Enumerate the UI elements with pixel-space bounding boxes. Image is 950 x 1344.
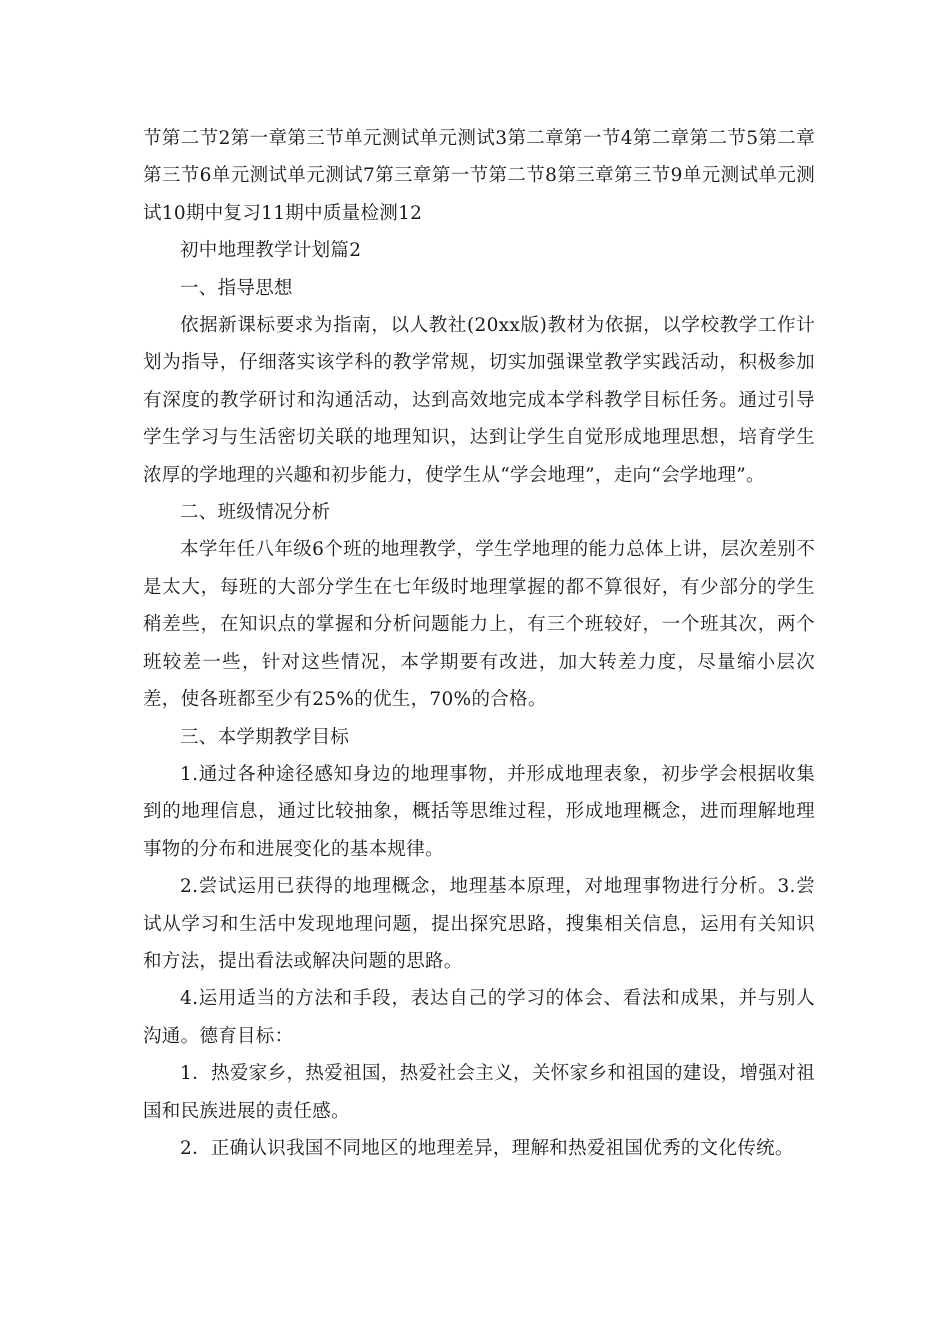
document-page	[143, 120, 815, 1167]
section-class-analysis-heading: 二、班级情况分析	[180, 502, 331, 524]
moral-goal-1: 1．热爱家乡，热爱祖国，热爱社会主义，关怀家乡和祖国的建设，增强对祖国和民族进展的责任感。	[143, 1063, 815, 1122]
section-goals-heading: 三、本学期教学目标	[180, 726, 350, 748]
section-class-analysis-body: 本学年任八年级6个班的地理教学，学生学地理的能力总体上讲，层次差别不是太大，每班的大部分学生在七年级时地理掌握的都不算很好，有少部分的学生稍差些，在知识点的掌握和分析问题能力上，有三个班较好，一个班其次，两个班较差一些，针对这些情况，本学期要有改进，加大转差力度，尽量缩小层次差，使各班都至少有25%的优生，70%的合格。	[143, 539, 815, 711]
section-guiding-thought-heading: 一、指导思想	[180, 277, 293, 299]
section-guiding-thought-body: 依据新课标要求为指南，以人教社(20xx版)教材为依据，以学校教学工作计划为指导，仔细落实该学科的教学常规，切实加强课堂教学实践活动，积极参加有深度的教学研讨和沟通活动，达到高效地完成本学科教学目标任务。通过引导学生学习与生活密切关联的地理知识，达到让学生自觉形成地理思想，培育学生浓厚的学地理的兴趣和初步能力，使学生从“学会地理”，走向“会学地理”。	[143, 315, 815, 486]
goal-item-4: 4.运用适当的方法和手段，表达自己的学习的体会、看法和成果，并与别人沟通。德育目标：	[143, 988, 815, 1047]
goal-item-2-3: 2.尝试运用已获得的地理概念，地理基本原理，对地理事物进行分析。3.尝试从学习和生活中发现地理问题，提出探究思路，搜集相关信息，运用有关知识和方法，提出看法或解决问题的思路。	[143, 876, 815, 972]
schedule-continuation: 节第二节2第一章第三节单元测试单元测试3第二章第一节4第二章第二节5第二章第三节6单元测试单元测试7第三章第一节第二节8第三章第三节9单元测试单元测试10期中复习11期中质量检测12	[143, 128, 815, 224]
goal-item-1: 1.通过各种途径感知身边的地理事物，并形成地理表象，初步学会根据收集到的地理信息，通过比较抽象，概括等思维过程，形成地理概念，进而理解地理事物的分布和进展变化的基本规律。	[143, 763, 815, 860]
moral-goal-2: 2．正确认识我国不同地区的地理差异，理解和热爱祖国优秀的文化传统。	[180, 1137, 794, 1159]
plan-title: 初中地理教学计划篇2	[180, 240, 362, 262]
